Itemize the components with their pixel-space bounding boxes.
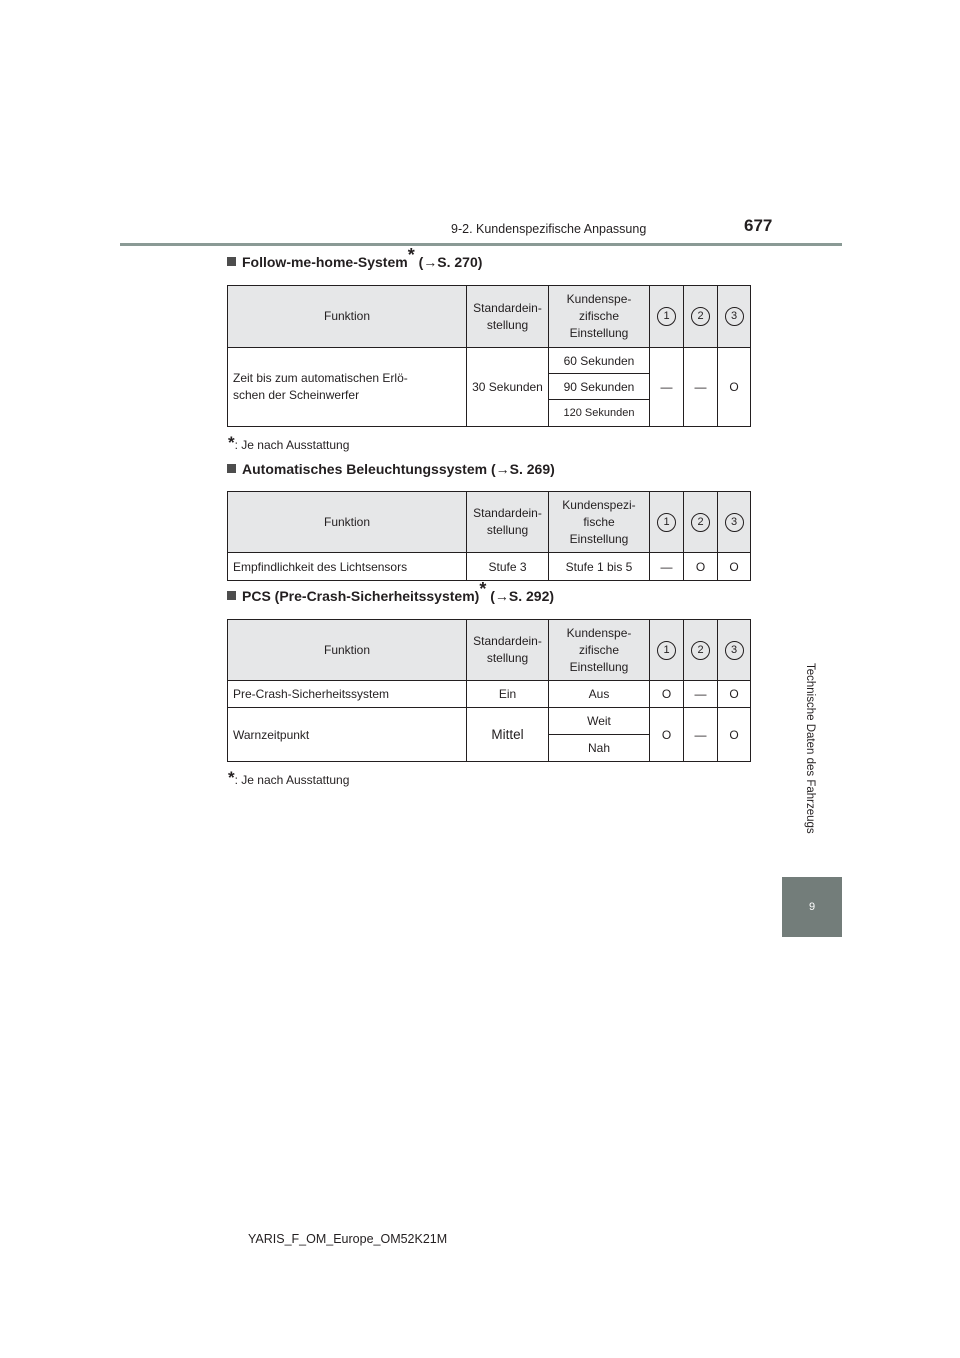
chapter-side-label: Technische Daten des Fahrzeugs [804,662,816,834]
section-heading-beleuchtung: Automatisches Beleuchtungssystem (→S. 269) [227,461,555,477]
column-header-funktion: Funktion [228,492,467,553]
cell-col-2: — [684,348,718,427]
footnote-star: * [479,579,487,599]
cell-option: Stufe 1 bis 5 [549,553,650,581]
circled-number-3-icon: 3 [725,513,744,532]
cell-col-2: — [684,681,718,708]
circled-number-1-icon: 1 [657,307,676,326]
cell-col-2: — [684,708,718,762]
footnote: *: Je nach Ausstattung [228,433,350,452]
cell-standard: Stufe 3 [467,553,549,581]
circled-number-1-icon: 1 [657,641,676,660]
column-header-funktion: Funktion [228,620,467,681]
cell-option: 90 Sekunden [549,374,650,400]
column-header-funktion: Funktion [228,286,467,348]
cell-standard: Ein [467,681,549,708]
cell-standard: Mittel [467,708,549,762]
footnote: *: Je nach Ausstattung [228,768,350,787]
cell-option: 60 Sekunden [549,348,650,374]
circled-number-2-icon: 2 [691,641,710,660]
cell-option: 120 Sekunden [549,400,650,427]
table-row [228,553,751,581]
column-header-1 [650,620,684,681]
cell-col-1: O [650,708,684,762]
table-pcs [227,619,751,762]
page-reference-link[interactable]: (→S. 292) [486,588,555,604]
section-heading-follow-me-home: Follow-me-home-System* (→S. 270) [227,254,482,270]
cell-funktion: Pre-Crash-Sicherheitssystem [228,681,467,708]
table-follow-me-home [227,285,751,427]
footnote-star: * [407,245,415,265]
document-code: YARIS_F_OM_Europe_OM52K21M [248,1232,448,1246]
column-header-3 [718,492,751,553]
column-header-kundenspezifisch: Kundenspe- zifische Einstellung [549,620,650,681]
column-header-standard: Standardein- stellung [467,492,549,553]
page-reference-link[interactable]: (→S. 270) [414,254,483,270]
column-header-1 [650,492,684,553]
table-header-row [228,620,751,681]
cell-funktion: Empfindlichkeit des Lichtsensors [228,553,467,581]
column-header-2 [684,286,718,348]
table-header-row [228,492,751,553]
cell-col-3: O [718,348,751,427]
cell-col-3: O [718,553,751,581]
square-bullet-icon [227,591,236,600]
cell-standard: 30 Sekunden [467,348,549,427]
circled-number-1-icon: 1 [657,513,676,532]
section-title: 9-2. Kundenspezifische Anpassung [451,222,647,236]
table-row [228,681,751,708]
cell-col-1: — [650,348,684,427]
chapter-number: 9 [808,901,816,913]
cell-funktion: Warnzeitpunkt [228,708,467,762]
cell-col-1: — [650,553,684,581]
cell-option: Weit [549,708,650,735]
cell-option: Nah [549,735,650,762]
table-row [228,348,751,374]
column-header-1 [650,286,684,348]
column-header-3 [718,620,751,681]
circled-number-2-icon: 2 [691,513,710,532]
circled-number-2-icon: 2 [691,307,710,326]
page-number: 677 [744,216,773,235]
square-bullet-icon [227,257,236,266]
page-reference-link[interactable]: (→S. 269) [487,461,555,477]
column-header-2 [684,492,718,553]
cell-col-2: O [684,553,718,581]
column-header-standard: Standardein- stellung [467,286,549,348]
column-header-kundenspezifisch: Kundenspezi- fische Einstellung [549,492,650,553]
square-bullet-icon [227,464,236,473]
chapter-tab[interactable] [782,877,842,937]
table-header-row [228,286,751,348]
section-heading-pcs: PCS (Pre-Crash-Sicherheitssystem)* (→S. 292) [227,588,554,604]
table-beleuchtung [227,491,751,581]
cell-col-3: O [718,708,751,762]
header-divider [120,243,842,246]
cell-option: Aus [549,681,650,708]
column-header-3 [718,286,751,348]
column-header-kundenspezifisch: Kundenspe- zifische Einstellung [549,286,650,348]
column-header-2 [684,620,718,681]
cell-col-1: O [650,681,684,708]
circled-number-3-icon: 3 [725,307,744,326]
column-header-standard: Standardein- stellung [467,620,549,681]
cell-col-3: O [718,681,751,708]
circled-number-3-icon: 3 [725,641,744,660]
table-row [228,708,751,735]
cell-funktion: Zeit bis zum automatischen Erlö- schen der Scheinwerfer [228,348,467,427]
